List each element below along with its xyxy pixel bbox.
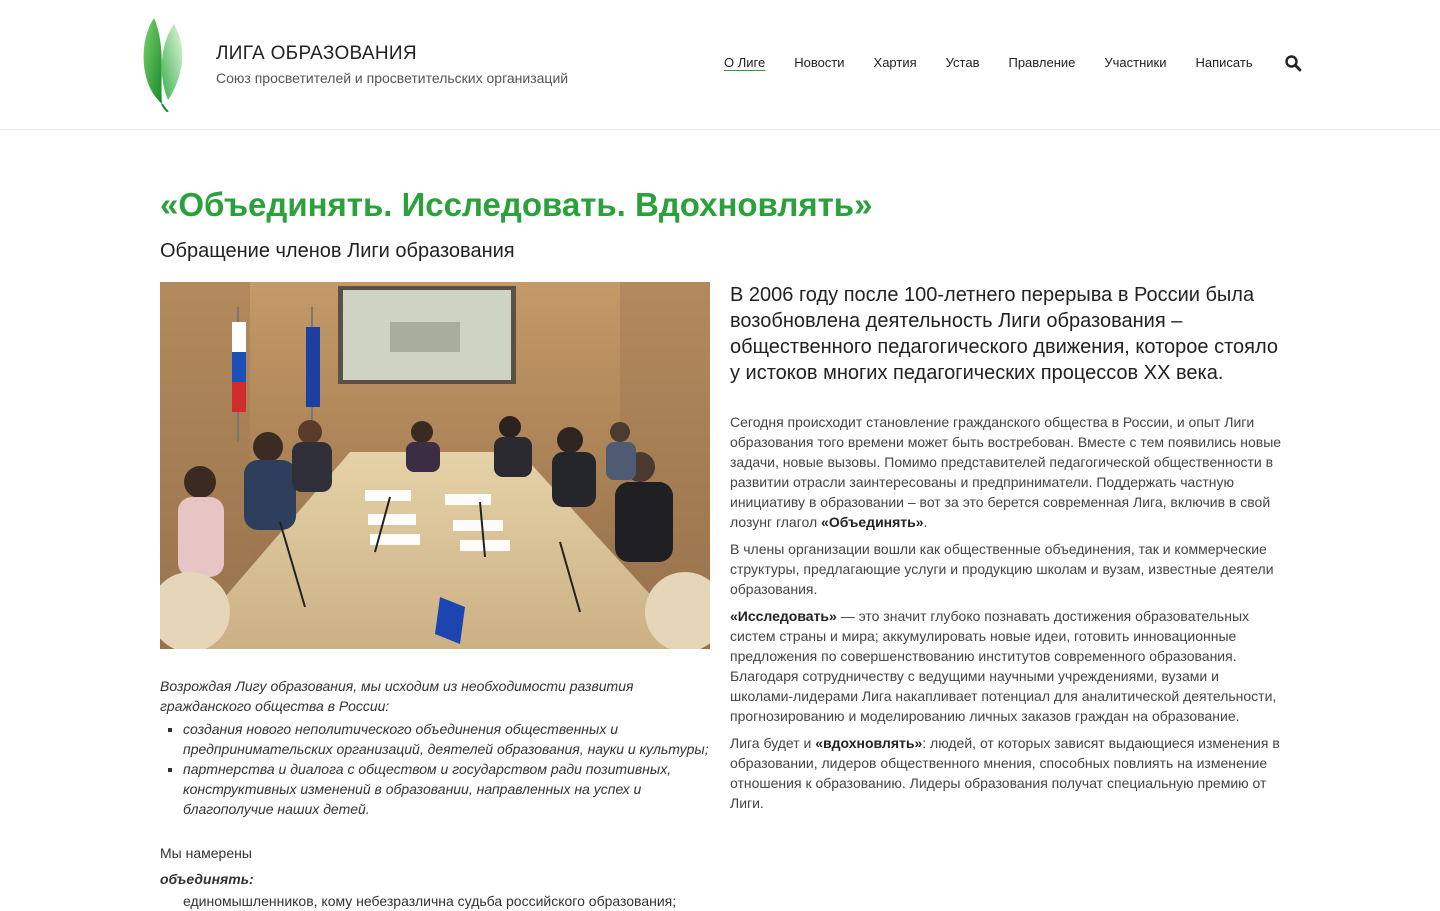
nav-item-statute[interactable]: Устав	[945, 55, 980, 70]
list-item: ▪ партнерства и диалога с обществом и государством ради позитивных, конструктивных изменений в образовании, направленных на успех и благополучие наших детей.	[183, 759, 720, 819]
search-icon[interactable]	[1284, 54, 1302, 72]
intend-text: Мы намерены	[160, 845, 252, 861]
paragraph-2: В члены организации вошли как общественные объединения, так и коммерческие структуры, предлагающие услуги и продукцию школам и вузам, известные деятели образования.	[730, 541, 1274, 597]
paragraph-3: «Исследовать» — это значит глубоко познавать достижения образовательных систем страны и мира; аккумулировать новые идеи, готовить инновационные предложения по совершенствованию институтов современного образования. Благодаря сотрудничеству с ведущими научными учреждениями, вузами и школами-лидерами Лига накапливает потенциал для аналитической деятельности, прогнозированию и моделированию личных заказов граждан на образование.	[730, 608, 1277, 724]
nav-item-about[interactable]: О Лиге	[724, 55, 766, 70]
unite-label: объединять:	[160, 871, 254, 887]
page-title: «Объединять. Исследовать. Вдохновлять»	[160, 186, 873, 223]
conference-photo	[160, 282, 710, 649]
right-column	[730, 282, 1282, 813]
list-item: единомышленников, кому небезразлична судьба российского образования;	[183, 893, 677, 909]
nav-item-news[interactable]: Новости	[794, 55, 845, 70]
site-tagline: Союз просветителей и просветительских организаций	[216, 70, 569, 86]
list-item: ▪ создания нового неполитического объединения общественных и предпринимательских организаций, деятелей образования, науки и культуры;	[183, 719, 720, 759]
bold-inspire: «вдохновлять»	[815, 735, 923, 751]
bold-research: «Исследовать»	[730, 608, 837, 624]
paragraph-1: Сегодня происходит становление гражданского общества в России, и опыт Лиги образования того времени может быть востребован. Вместе с тем появились новые задачи, новые вызовы. Помимо представителей педагогической общественности в развитии отрасли заинтересованы и предприниматели. Поддержать частную инициативу в образовании – вот за это берется современная Лига, включив в свой лозунг глагол «Объединять».	[730, 414, 1282, 530]
goals-list	[183, 719, 720, 819]
page-subtitle: Обращение членов Лиги образования	[160, 240, 515, 262]
intro-text: Возрождая Лигу образования, мы исходим из необходимости развития гражданского общества в России:	[160, 678, 634, 714]
left-column	[160, 676, 720, 911]
nav-item-write[interactable]: Написать	[1195, 55, 1253, 70]
site-title[interactable]: ЛИГА ОБРАЗОВАНИЯ	[216, 43, 417, 64]
bold-unite: «Объединять»	[821, 514, 924, 530]
green-leaves-logo[interactable]	[140, 16, 196, 112]
lead-paragraph: В 2006 году после 100-летнего перерыва в России была возобновлена деятельность Лиги образования – общественного педагогического движения, которое стояло у истоков многих педагогических процессов XX века.	[730, 284, 1278, 384]
paragraph-4: Лига будет и «вдохновлять»: людей, от которых зависят выдающиеся изменения в образовании, лидеров общественного мнения, способных повлиять на изменение отношения к образованию. Лидеры образования получат специальную премию от Лиги.	[730, 735, 1280, 811]
site-header	[0, 0, 1440, 130]
main-nav	[724, 55, 1282, 70]
nav-item-charter[interactable]: Хартия	[873, 55, 917, 70]
nav-item-board[interactable]: Правление	[1008, 55, 1076, 70]
nav-item-members[interactable]: Участники	[1104, 55, 1167, 70]
